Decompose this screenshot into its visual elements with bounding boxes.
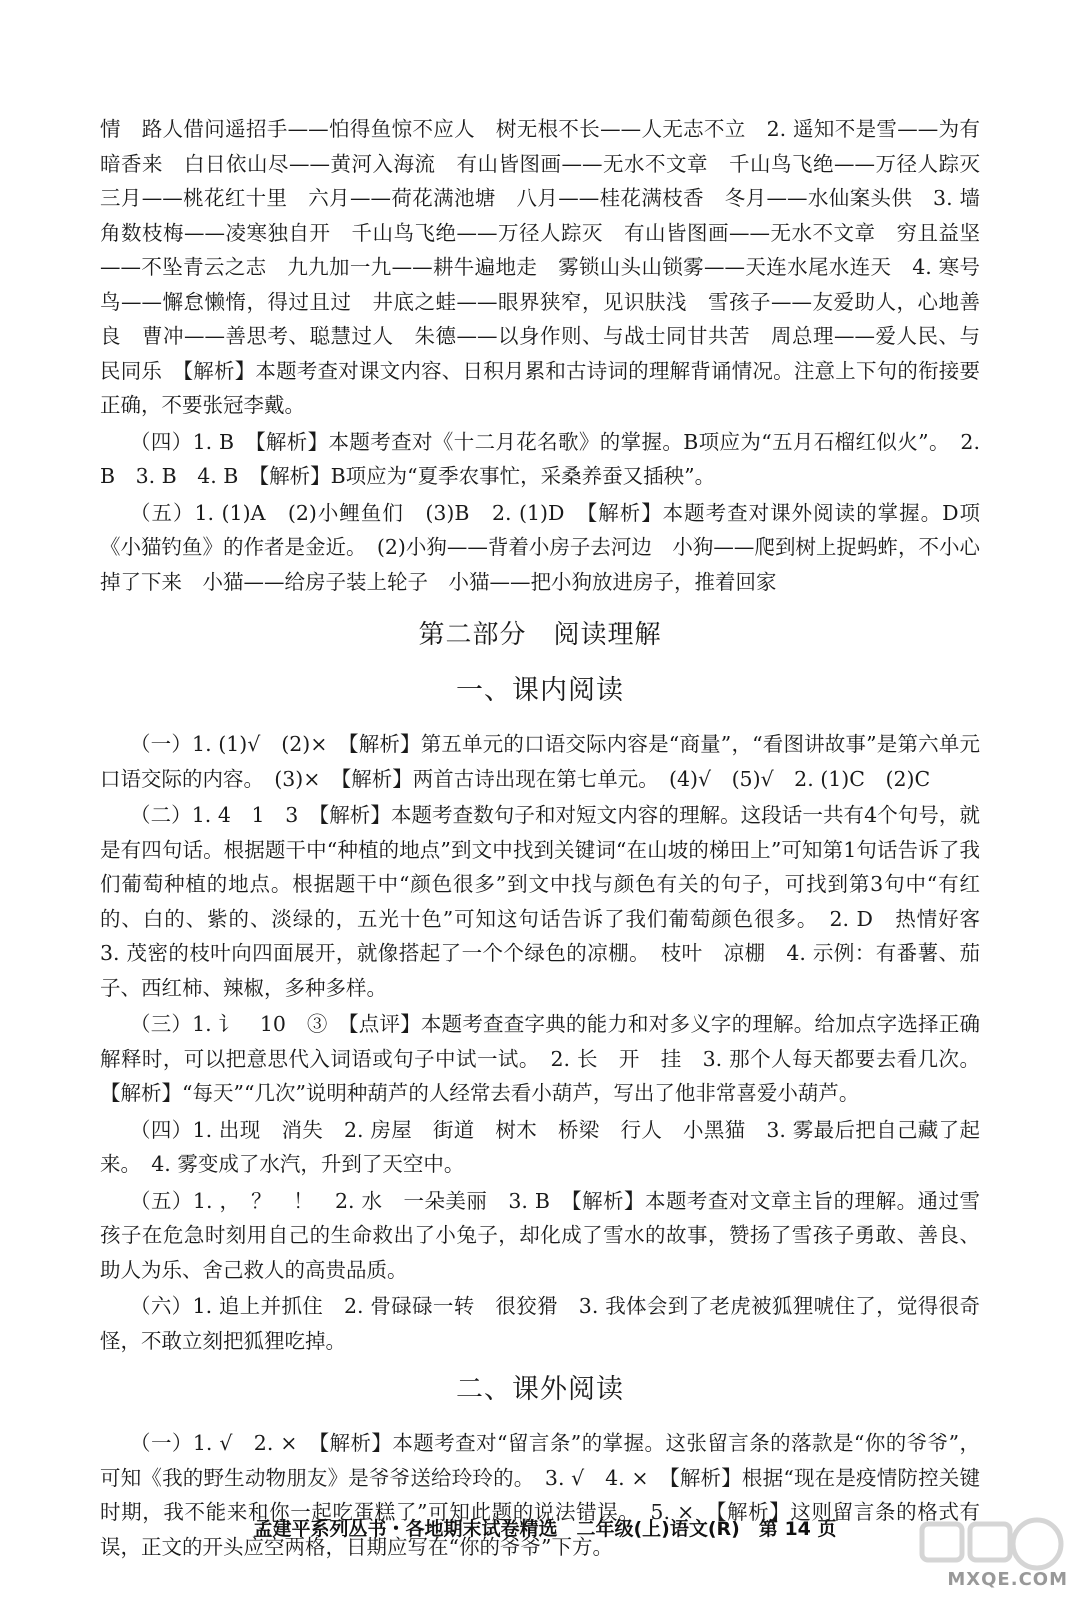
answer-paragraph-continued: 情 路人借问遥招手——怕得鱼惊不应人 树无根不长——人无志不立 2. 遥知不是雪——为有暗香来 白日依山尽——黄河入海流 有山皆图画——无水不文章 千山鸟飞绝——万径人踪灭 三月——桃花红十里 六月——荷花满池塘 八月——桂花满枝香 冬月——水仙案头供 3. 墙角数枝梅——凌寒独自开 千山鸟飞绝——万径人踪灭 有山皆图画——无水不文章 穷且益坚——不坠青云之志 九九加一九——耕牛遍地走 雾锁山头山锁雾——天连水尾水连天 4. 寒号鸟——懈怠懒惰，得过且过 井底之蛙——眼界狭窄，见识肤浅 雪孩子——友爱助人，心地善良 曹冲——善思考、聪慧过人 朱德——以身作则、与战士同甘共苦 周总理——爱人民、与民同乐 【解析】本题考查对课文内容、日积月累和古诗词的理解背诵情况。注意上下句的衔接要正确，不要张冠李戴。: [100, 117, 1001, 417]
in-class-reading-5: （五）1. ， ？ ！ 2. 水 一朵美丽 3. B 【解析】本题考查对文章主旨的理解。通过雪孩子在危急时刻用自己的生命救出了小兔子，却化成了雪水的故事，赞扬了雪孩子勇敢、善良、助人为乐、舍己救人的高贵品质。: [100, 1188, 980, 1282]
page-content: [100, 112, 1001, 1564]
in-class-reading-1: （一）1. (1)√ (2)× 【解析】第五单元的口语交际内容是“商量”，“看图讲故事”是第六单元口语交际的内容。 (3)× 【解析】两首古诗出现在第七单元。 (4)√ (5)√ 2. (1)C (2)C: [100, 732, 980, 791]
answer-paragraph-4: （四）1. B 【解析】本题考查对《十二月花名歌》的掌握。B项应为“五月石榴红似火”。 2. B 3. B 4. B 【解析】B项应为“夏季农事忙，采桑养蚕又插秧”。: [100, 429, 980, 488]
answer-paragraph-5: （五）1. (1)A (2)小鲤鱼们 (3)B 2. (1)D 【解析】本题考查对课外阅读的掌握。D项《小猫钓鱼》的作者是金近。 (2)小狗——背着小房子去河边 小狗——爬到树上捉蚂蚱，不小心掉了下来 小猫——给房子装上轮子 小猫——把小狗放进房子，推着回家: [100, 500, 980, 594]
in-class-reading-2: （二）1. 4 1 3 【解析】本题考查数句子和对短文内容的理解。这段话一共有4个句号，就是有四句话。根据题干中“种植的地点”到文中找到关键词“在山坡的梯田上”可知第1句话告诉了我们葡萄种植的地点。根据题干中“颜色很多”到文中找与颜色有关的句子，可找到第3句中“有红的、白的、紫的、淡绿的，五光十色”可知这句话告诉了我们葡萄颜色很多。 2. D 热情好客 3. 茂密的枝叶向四面展开，就像搭起了一个个绿色的凉棚。 枝叶 凉棚 4. 示例：有番薯、茄子、西红柿、辣椒，多种多样。: [100, 803, 1001, 1000]
in-class-reading-4: （四）1. 出现 消失 2. 房屋 街道 树木 桥梁 行人 小黑猫 3. 雾最后把自己藏了起来。 4. 雾变成了水汽，升到了天空中。: [100, 1117, 980, 1176]
part-title: 第二部分 阅读理解: [418, 620, 662, 650]
extracurricular-reading-1: （一）1. √ 2. × 【解析】本题考查对“留言条”的掌握。这张留言条的落款是“你的爷爷”，可知《我的野生动物朋友》是爷爷送给玲玲的。 3. √ 4. × 【解析】根据“现在是疫情防控关键时期，我不能来和你一起吃蛋糕了”可知此题的说法错误。 5. × 【解析】这则留言条的格式有误，正文的开头应空两格，日期应写在“你的爷爷”下方。: [100, 1431, 980, 1559]
in-class-reading-6: （六）1. 追上并抓住 2. 骨碌碌一转 很狡猾 3. 我体会到了老虎被狐狸唬住了，觉得很奇怪，不敢立刻把狐狸吃掉。: [100, 1294, 980, 1353]
section-title-in-class-reading: 一、课内阅读: [456, 675, 624, 706]
page-footer: 孟建平系列丛书・各地期末试卷精选 二年级(上)语文(R) 第 14 页: [253, 1518, 837, 1540]
watermark-text: MXQE.COM: [947, 1569, 1068, 1590]
section-title-extracurricular-reading: 二、课外阅读: [456, 1374, 624, 1405]
in-class-reading-3: （三）1. 讠 10 ③ 【点评】本题考查查字典的能力和对多义字的理解。给加点字选择正确解释时，可以把意思代入词语或句子中试一试。 2. 长 开 挂 3. 那个人每天都要去看几次。【解析】“每天”“几次”说明种葫芦的人经常去看小葫芦，写出了他非常喜爱小葫芦。: [100, 1012, 980, 1105]
